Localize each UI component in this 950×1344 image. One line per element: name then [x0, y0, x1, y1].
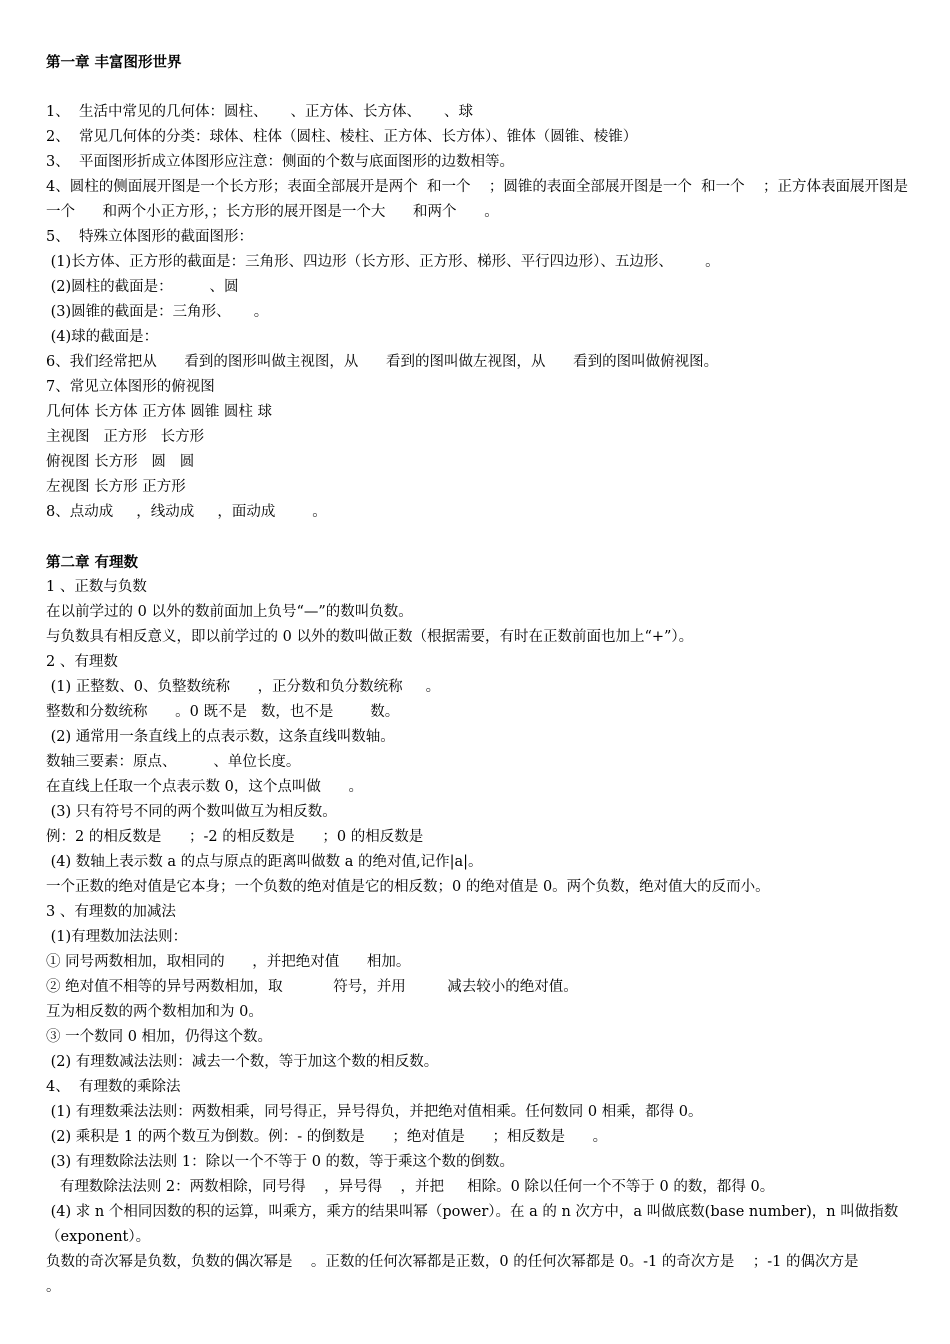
ch2-line-14: 3 、有理数的加减法 [46, 904, 176, 920]
ch1-line-2: 2、 常见几何体的分类：球体、柱体（圆柱、棱柱、正方体、长方体）、锥体（圆锥、棱锥） [46, 129, 638, 145]
ch2-line-11: 例：2 的相反数是 ；-2 的相反数是 ；0 的相反数是 [46, 829, 424, 845]
ch2-line-3: 与负数具有相反意义，即以前学过的 0 以外的数叫做正数（根据需要，有时在正数前面也加上“+”）。 [46, 629, 694, 645]
spacer [46, 525, 912, 550]
ch1-line-9: (4)球的截面是： [46, 329, 159, 345]
ch1-line-12: 几何体 长方体 正方体 圆锥 圆柱 球 [46, 404, 273, 420]
spacer [46, 75, 912, 100]
ch2-line-24: (3) 有理数除法法则 1：除以一个不等于 0 的数，等于乘这个数的倒数。 [46, 1154, 515, 1170]
ch1-line-11: 7、常见立体图形的俯视图 [46, 379, 215, 395]
ch2-line-12: (4) 数轴上表示数 a 的点与原点的距离叫做数 a 的绝对值,记作|a|。 [46, 854, 483, 870]
ch2-line-17: ② 绝对值不相等的异号两数相加，取 符号，并用 减去较小的绝对值。 [46, 979, 578, 995]
ch1-line-14: 俯视图 长方形 圆 圆 [46, 454, 195, 470]
ch2-line-13: 一个正数的绝对值是它本身；一个负数的绝对值是它的相反数；0 的绝对值是 0。两个负数，绝对值大的反而小。 [46, 879, 770, 895]
ch2-line-23: (2) 乘积是 1 的两个数互为倒数。例：- 的倒数是 ；绝对值是 ；相反数是 。 [46, 1129, 608, 1145]
ch2-line-1: 1 、正数与负数 [46, 579, 147, 595]
ch1-line-8: (3)圆锥的截面是：三角形、 。 [46, 304, 269, 320]
ch2-line-6: 整数和分数统称 。0 既不是 数，也不是 数。 [46, 704, 400, 720]
ch1-line-6: (1)长方体、正方形的截面是：三角形、四边形（长方形、正方形、梯形、平行四边形）、五边形、 。 [46, 254, 720, 270]
ch1-line-3: 3、 平面图形折成立体图形应注意：侧面的个数与底面图形的边数相等。 [46, 154, 514, 170]
ch2-line-9: 在直线上任取一个点表示数 0，这个点叫做 。 [46, 779, 363, 795]
document-page [46, 50, 912, 1300]
ch1-line-7: (2)圆柱的截面是： 、圆 [46, 279, 239, 295]
ch1-line-1: 1、 生活中常见的几何体：圆柱、 、正方体、长方体、 、球 [46, 104, 474, 120]
ch2-line-5: (1) 正整数、0、负整数统称 ，正分数和负分数统称 。 [46, 679, 441, 695]
ch2-line-18: 互为相反数的两个数相加和为 0。 [46, 1004, 263, 1020]
ch1-line-4: 4、圆柱的侧面展开图是一个长方形；表面全部展开是两个 和一个 ；圆锥的表面全部展开图是一个 和一个 ；正方体表面展开图是一个 和两个小正方形，；长方形的展开图是一个大 和两个 。 [46, 179, 909, 220]
ch2-line-26: (4) 求 n 个相同因数的积的运算，叫乘方，乘方的结果叫幂（power）。在 a 的 n 次方中，a 叫做底数(base number)，n 叫做指数（exponent）。 [46, 1204, 899, 1245]
ch2-line-2: 在以前学过的 0 以外的数前面加上负号“—”的数叫负数。 [46, 604, 413, 620]
ch2-line-27: 负数的奇次幂是负数，负数的偶次幂是 。正数的任何次幂都是正数，0 的任何次幂都是 0。-1 的奇次方是 ；-1 的偶次方是 。 [46, 1254, 900, 1295]
ch2-line-25: 有理数除法法则 2：两数相除，同号得 ，异号得 ，并把 相除。0 除以任何一个不等于 0 的数，都得 0。 [46, 1179, 775, 1195]
ch1-line-16: 8、点动成 ，线动成 ，面动成 。 [46, 504, 327, 520]
ch2-line-16: ① 同号两数相加，取相同的 ，并把绝对值 相加。 [46, 954, 411, 970]
ch2-line-19: ③ 一个数同 0 相加，仍得这个数。 [46, 1029, 273, 1045]
ch1-line-10: 6、我们经常把从 看到的图形叫做主视图，从 看到的图叫做左视图，从 看到的图叫做俯视图。 [46, 354, 719, 370]
ch1-line-5: 5、 特殊立体图形的截面图形： [46, 229, 253, 245]
ch1-line-13: 主视图 正方形 长方形 [46, 429, 205, 445]
ch2-line-4: 2 、有理数 [46, 654, 118, 670]
ch2-line-8: 数轴三要素：原点、 、单位长度。 [46, 754, 301, 770]
ch2-line-22: (1) 有理数乘法法则：两数相乘，同号得正，异号得负，并把绝对值相乘。任何数同 0 相乘，都得 0。 [46, 1104, 703, 1120]
chapter-2-title: 第二章 有理数 [46, 554, 139, 571]
ch2-line-10: (3) 只有符号不同的两个数叫做互为相反数。 [46, 804, 337, 820]
ch2-line-7: (2) 通常用一条直线上的点表示数，这条直线叫数轴。 [46, 729, 395, 745]
ch1-line-15: 左视图 长方形 正方形 [46, 479, 186, 495]
ch2-line-15: (1)有理数加法法则： [46, 929, 188, 945]
ch2-line-20: (2) 有理数减法法则：减去一个数，等于加这个数的相反数。 [46, 1054, 439, 1070]
chapter-1-title: 第一章 丰富图形世界 [46, 54, 182, 71]
ch2-line-21: 4、 有理数的乘除法 [46, 1079, 181, 1095]
